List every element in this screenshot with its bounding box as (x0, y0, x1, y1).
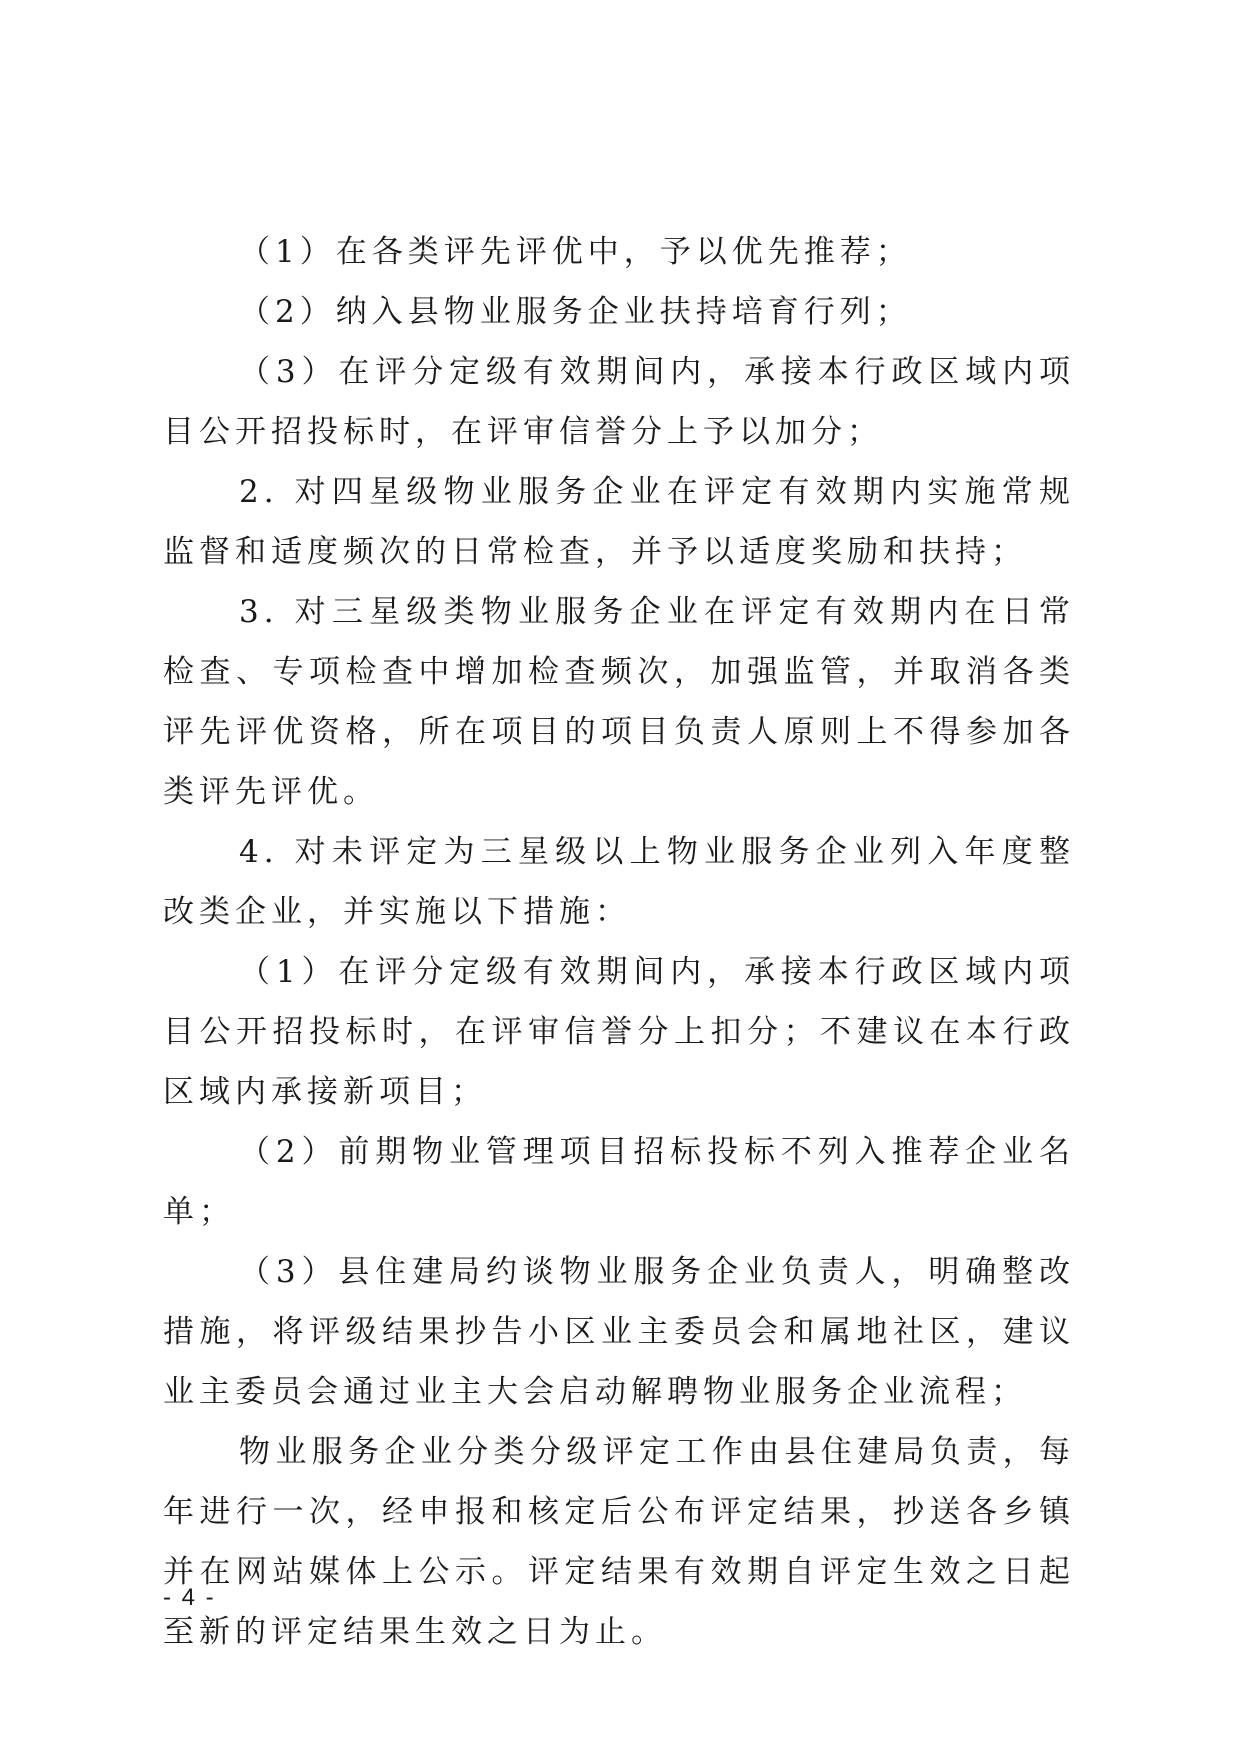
paragraph-7: （1）在评分定级有效期间内，承接本行政区域内项目公开招投标时，在评审信誉分上扣分；不建议在本行政区域内承接新项目； (163, 954, 1075, 1110)
paragraph-9: （3）县住建局约谈物业服务企业负责人，明确整改措施，将评级结果抄告小区业主委员会和属地社区，建议业主委员会通过业主大会启动解聘物业服务企业流程； (163, 1254, 1075, 1410)
page-number: - 4 - (163, 1584, 216, 1611)
paragraph-1: （1）在各类评先评优中，予以优先推荐； (239, 234, 912, 270)
paragraph-2: （2）纳入县物业服务企业扶持培育行列； (239, 294, 912, 330)
paragraph-4: 2. 对四星级物业服务企业在评定有效期内实施常规监督和适度频次的日常检查，并予以适度奖励和扶持； (163, 474, 1075, 570)
document-body (163, 222, 1075, 1662)
paragraph-3: （3）在评分定级有效期间内，承接本行政区域内项目公开招投标时，在评审信誉分上予以加分； (163, 354, 1075, 450)
paragraph-8: （2）前期物业管理项目招标投标不列入推荐企业名单； (163, 1134, 1075, 1230)
paragraph-5: 3. 对三星级类物业服务企业在评定有效期内在日常检查、专项检查中增加检查频次，加强监管，并取消各类评先评优资格，所在项目的项目负责人原则上不得参加各类评先评优。 (163, 594, 1075, 810)
paragraph-6: 4. 对未评定为三星级以上物业服务企业列入年度整改类企业，并实施以下措施： (163, 834, 1075, 930)
paragraph-10: 物业服务企业分类分级评定工作由县住建局负责，每年进行一次，经申报和核定后公布评定结果，抄送各乡镇并在网站媒体上公示。评定结果有效期自评定生效之日起至新的评定结果生效之日为止。 (163, 1434, 1075, 1650)
